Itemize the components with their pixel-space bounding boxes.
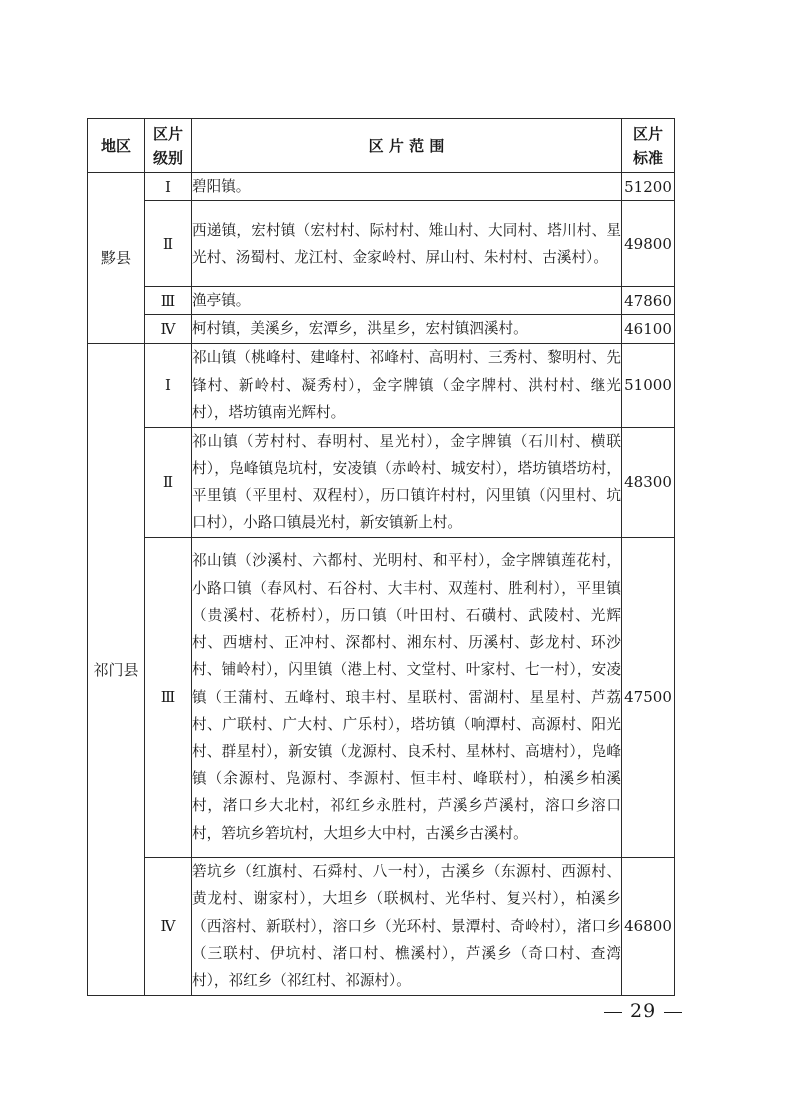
level-cell: Ⅰ xyxy=(145,173,192,201)
table-row xyxy=(88,537,675,857)
header-level: 区片 级别 xyxy=(145,119,192,173)
page-number-dash-right xyxy=(664,1012,682,1013)
region-qimen: 祁门县 xyxy=(88,343,145,995)
scope-cell: 西递镇，宏村镇（宏村村、际村村、雉山村、大同村、塔川村、星光村、汤蜀村、龙江村、金家岭村、屏山村、朱村村、古溪村）。 xyxy=(192,201,622,287)
scope-cell: 祁山镇（桃峰村、建峰村、祁峰村、高明村、三秀村、黎明村、先锋村、新岭村、凝秀村），金字牌镇（金字牌村、洪村村、继光村），塔坊镇南光辉村。 xyxy=(192,343,622,427)
scope-cell: 祁山镇（芳村村、春明村、星光村），金字牌镇（石川村、横联村），凫峰镇凫坑村，安凌镇（赤岭村、城安村），塔坊镇塔坊村，平里镇（平里村、双程村），历口镇许村村，闪里镇（闪里村、坑口村），小路口镇晨光村，新安镇新上村。 xyxy=(192,427,622,537)
scope-cell: 柯村镇，美溪乡，宏潭乡，洪星乡，宏村镇泗溪村。 xyxy=(192,315,622,343)
level-cell: Ⅱ xyxy=(145,201,192,287)
standard-cell: 48300 xyxy=(622,427,675,537)
header-region: 地区 xyxy=(88,119,145,173)
page-number-dash-left xyxy=(604,1012,622,1013)
table-row xyxy=(88,315,675,343)
table-row xyxy=(88,173,675,201)
level-cell: Ⅱ xyxy=(145,427,192,537)
standard-cell: 51200 xyxy=(622,173,675,201)
level-cell: Ⅲ xyxy=(145,287,192,315)
header-scope: 区 片 范 围 xyxy=(192,119,622,173)
header-standard: 区片 标准 xyxy=(622,119,675,173)
region-yixian: 黟县 xyxy=(88,173,145,344)
scope-cell: 碧阳镇。 xyxy=(192,173,622,201)
standard-cell: 47500 xyxy=(622,537,675,857)
standard-cell: 49800 xyxy=(622,201,675,287)
scope-cell: 祁山镇（沙溪村、六都村、光明村、和平村），金字牌镇莲花村，小路口镇（春风村、石谷村、大丰村、双莲村、胜利村），平里镇（贵溪村、花桥村），历口镇（叶田村、石磺村、武陵村、光辉村、西塘村、正冲村、深都村、湘东村、历溪村、彭龙村、环沙村、铺岭村），闪里镇（港上村、文堂村、叶家村、七一村），安凌镇（王蒲村、五峰村、琅丰村、星联村、雷湖村、星星村、芦荔村、广联村、广大村、广乐村），塔坊镇（响潭村、高源村、阳光村、群星村），新安镇（龙源村、良禾村、星林村、高塘村），凫峰镇（余源村、凫源村、李源村、恒丰村、峰联村），柏溪乡柏溪村，渚口乡大北村，祁红乡永胜村，芦溪乡芦溪村，溶口乡溶口村，箬坑乡箬坑村，大坦乡大中村，古溪乡古溪村。 xyxy=(192,537,622,857)
standard-cell: 47860 xyxy=(622,287,675,315)
table-row xyxy=(88,201,675,287)
table-row xyxy=(88,287,675,315)
standard-cell: 46800 xyxy=(622,857,675,995)
page-number xyxy=(596,1000,690,1022)
level-cell: Ⅳ xyxy=(145,857,192,995)
table-row xyxy=(88,427,675,537)
table-header-row xyxy=(88,119,675,173)
page-number-value: 29 xyxy=(630,1000,657,1022)
level-cell: Ⅳ xyxy=(145,315,192,343)
level-cell: Ⅰ xyxy=(145,343,192,427)
land-price-zone-table xyxy=(87,118,675,996)
table-row xyxy=(88,857,675,995)
level-cell: Ⅲ xyxy=(145,537,192,857)
standard-cell: 46100 xyxy=(622,315,675,343)
standard-cell: 51000 xyxy=(622,343,675,427)
scope-cell: 渔亭镇。 xyxy=(192,287,622,315)
table-row xyxy=(88,343,675,427)
scope-cell: 箬坑乡（红旗村、石舜村、八一村），古溪乡（东源村、西源村、黄龙村、谢家村），大坦乡（联枫村、光华村、复兴村），柏溪乡（西溶村、新联村），溶口乡（光环村、景潭村、奇岭村），渚口乡（三联村、伊坑村、渚口村、樵溪村），芦溪乡（奇口村、查湾村），祁红乡（祁红村、祁源村）。 xyxy=(192,857,622,995)
